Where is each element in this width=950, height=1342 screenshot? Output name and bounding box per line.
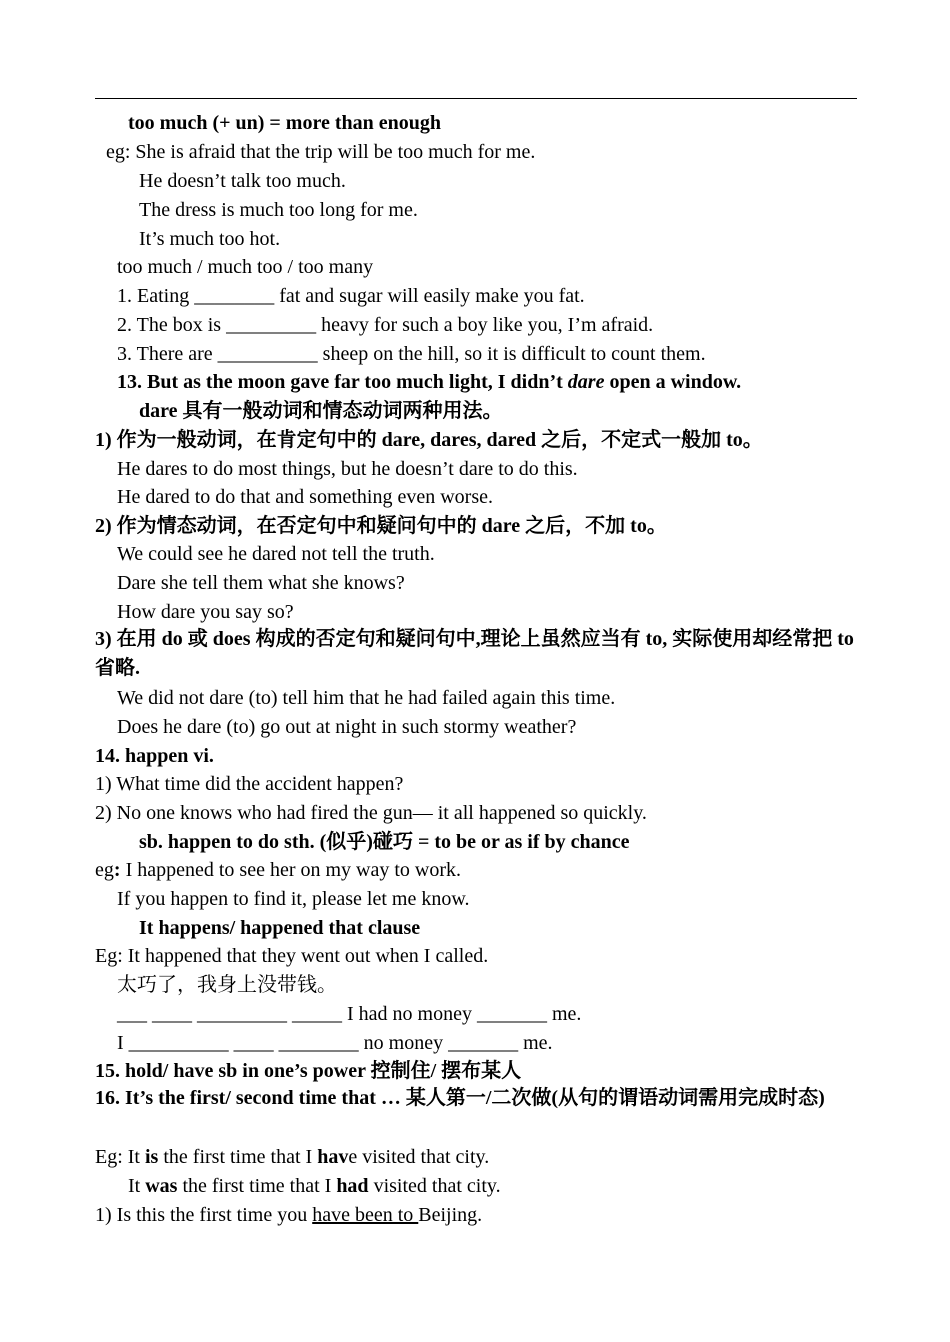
example-line: Eg: It happened that they went out when I called.: [95, 945, 489, 967]
exercise-item: 1. Eating ________ fat and sugar will easily make you fat.: [117, 285, 585, 307]
heading-15: 15. hold/ have sb in one’s power 控制住/ 摆布某人: [95, 1060, 522, 1082]
example-line: 1) What time did the accident happen?: [95, 773, 404, 795]
heading-14: 14. happen vi.: [95, 745, 214, 767]
exercise-item: [95, 1202, 482, 1228]
text-part: the first time that I: [158, 1146, 318, 1168]
text-part: Eg: It: [95, 1146, 145, 1168]
example-line: We did not dare (to) tell him that he had failed again this time.: [117, 687, 616, 709]
heading-16: 16. It’s the first/ second time that … 某人第一/二次做(从句的谓语动词需用完成时态): [95, 1087, 825, 1109]
example-line: He dared to do that and something even worse.: [117, 486, 494, 508]
subheading: dare 具有一般动词和情态动词两种用法。: [139, 400, 503, 422]
example-line: Does he dare (to) go out at night in such stormy weather?: [117, 716, 577, 738]
example-line: [95, 857, 461, 883]
text-part: 1) Is this the first time you: [95, 1204, 313, 1226]
heading-too-much: too much (+ un) = more than enough: [128, 112, 442, 134]
heading-13-part: open a window.: [604, 371, 742, 393]
underlined-part: have been to: [312, 1204, 419, 1226]
example-line: [128, 1173, 501, 1199]
text-part: visited that city.: [368, 1175, 501, 1197]
example-line: He doesn’t talk too much.: [139, 170, 346, 192]
exercise-prompt: too much / much too / too many: [117, 256, 374, 278]
header-rule: [95, 98, 857, 99]
example-line: [95, 1144, 489, 1170]
example-line: If you happen to find it, please let me know.: [117, 888, 470, 910]
bold-part: was: [145, 1175, 178, 1197]
exercise-item: 2. The box is _________ heavy for such a boy like you, I’m afraid.: [117, 314, 654, 336]
exercise-item: 3. There are __________ sheep on the hill, so it is difficult to count them.: [117, 343, 706, 365]
eg-text: I happened to see her on my way to work.: [120, 859, 462, 881]
example-line: 2) No one knows who had fired the gun— it all happened so quickly.: [95, 802, 647, 824]
rule-3: 3) 在用 do 或 does 构成的否定句和疑问句中,理论上虽然应当有 to, 实际使用却经常把 to 省略.: [95, 628, 854, 679]
rule-1: 1) 作为一般动词，在肯定句中的 dare, dares, dared 之后，不定式一般加 to。: [95, 429, 763, 451]
eg-label: eg: [95, 859, 114, 881]
eg-colon: :: [113, 859, 121, 881]
translation-prompt: 太巧了，我身上没带钱。: [117, 974, 337, 996]
text-part: e visited that city.: [348, 1146, 490, 1168]
text-part: the first time that I: [177, 1175, 337, 1197]
fill-in-line: ___ ____ _________ _____ I had no money _______ me.: [117, 1003, 582, 1025]
bold-part: hav: [317, 1146, 349, 1168]
text-part: Beijing.: [418, 1204, 483, 1226]
fill-in-line: I __________ ____ ________ no money _______ me.: [117, 1032, 553, 1054]
bold-part: had: [336, 1175, 369, 1197]
heading-13: [117, 369, 741, 395]
subheading: It happens/ happened that clause: [139, 917, 421, 939]
example-line: He dares to do most things, but he doesn’t dare to do this.: [117, 458, 578, 480]
rule-2: 2) 作为情态动词，在否定句中和疑问句中的 dare 之后，不加 to。: [95, 515, 667, 537]
bold-part: is: [145, 1146, 159, 1168]
example-line: It’s much too hot.: [139, 228, 281, 250]
heading-13-part: 13. But as the moon gave far too much light, I didn’t: [117, 371, 568, 393]
example-line: The dress is much too long for me.: [139, 199, 418, 221]
example-line: We could see he dared not tell the truth.: [117, 543, 435, 565]
text-part: It: [128, 1175, 146, 1197]
example-line: Dare she tell them what she knows?: [117, 572, 405, 594]
example-line: eg: She is afraid that the trip will be too much for me.: [106, 141, 536, 163]
example-line: How dare you say so?: [117, 601, 294, 623]
heading-13-italic: dare: [567, 371, 605, 393]
subheading: sb. happen to do sth. (似乎)碰巧 = to be or as if by chance: [139, 831, 630, 853]
